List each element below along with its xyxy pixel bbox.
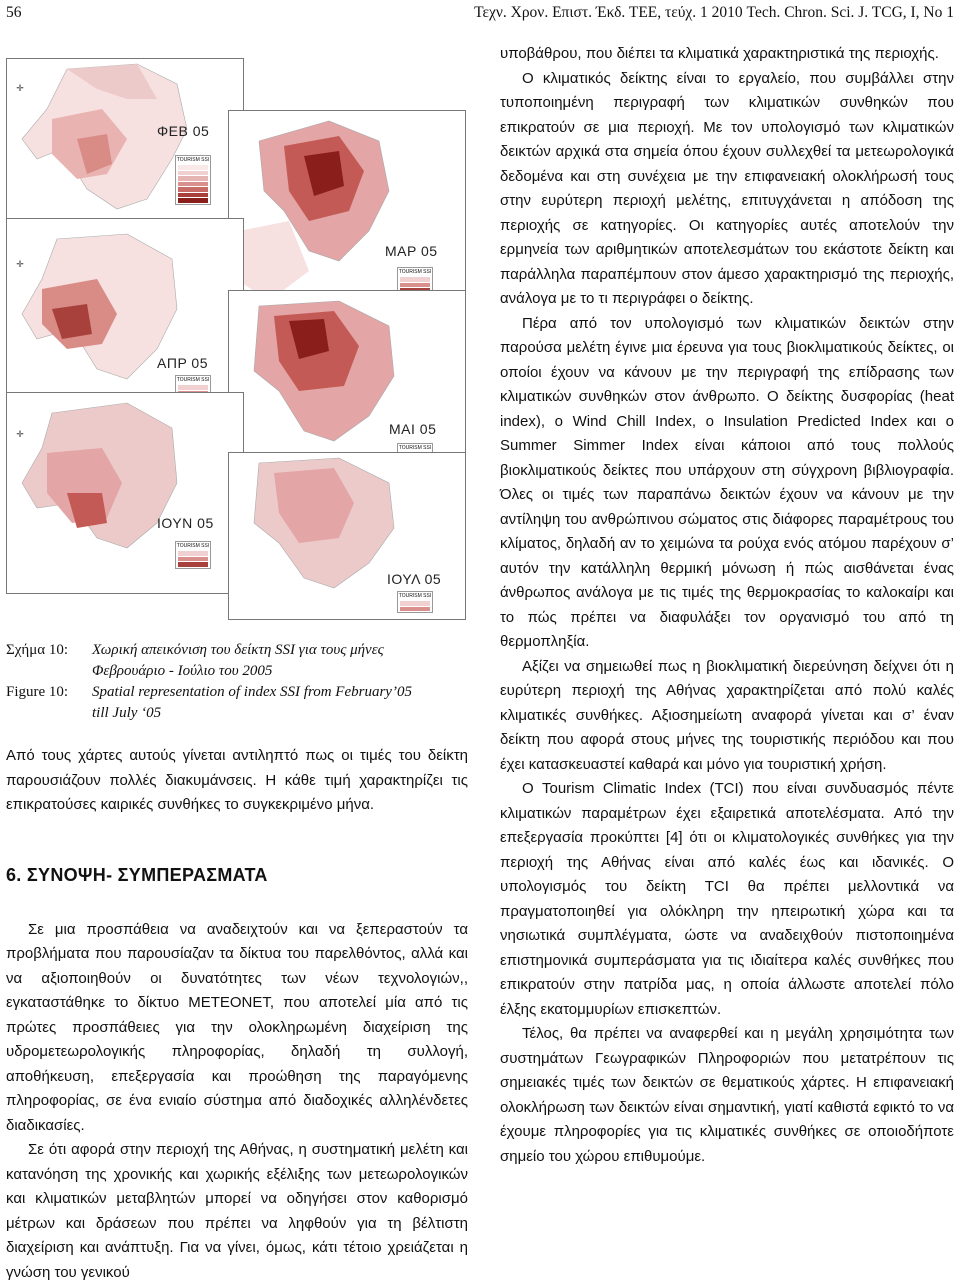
north-arrow-icon: ✛ <box>16 429 24 439</box>
legend-swatch <box>178 187 208 192</box>
caption-label: Figure 10: <box>6 684 69 700</box>
legend-swatch <box>178 182 208 187</box>
north-arrow-icon: ✛ <box>16 259 24 269</box>
paragraph: υποβάθρου, που διέπει τα κλιματικά χαρακτηριστικά της περιοχής. <box>500 45 939 62</box>
paragraph-maps: Από τους χάρτες αυτούς γίνεται αντιληπτό πως οι τιμές του δείκτη παρουσιάζουν πολλές διακυμάνσεις. Η κάθε τιμή χαρακτηρίζει τις επικρατούσες καιρικές συνθήκες το συγκεκριμένο μήνα. <box>6 747 468 813</box>
running-header <box>6 4 954 26</box>
legend <box>397 591 433 613</box>
paragraph: Πέρα από τον υπολογισμό των κλιματικών δεικτών στην παρούσα μελέτη έγινε μια έρευνα για τους βιοκλιματικούς δείκτες, οι οποίοι έχουν να κάνουν με την περιγραφή της επίδρασης των κλιματικών συνθηκών στον άνθρωπο. Ο δείκτης δυσφορίας (heat index), ο Wind Chill Index, ο Insulation Predicted Index και ο Summer Simmer Index είναι κάποιοι από τους πολλούς βιοκλιματικούς δείκτες που υπάρχουν στη σύγχρονη βιβλιογραφία. Όλες οι τιμές των παραπάνω δεικτών έχουν να κάνουν με την αντίληψη του ανθρώπινου σώματος στις διάφορες παραμέτρους του κλίματος, δηλαδή αν το χειμώνα τα ρούχα ενός ατόμου παρέχουν σ’ αυτόν την κατάλληλη θερμική μόνωση ή πώς αισθάνεται ένας άνθρωπος ανάλογα με τις τιμές της θερμοκρασίας το καλοκαίρι και το πώς πρέπει να διαφυλάξει τον οργανισμό του από τη θερμοπληξία. <box>500 314 954 650</box>
legend-swatch <box>178 198 208 203</box>
paragraph: Σε ότι αφορά στην περιοχή της Αθήνας, η συστηματική μελέτη και κατανόηση της χρονικής και χωρικής εξέλιξης των μετεωρολογικών και κλιματικών μεταβλητών μπορεί να οδηγήσει στον καθορισμό μέτρων και δράσεων που πρέπει να ληφθούν για τη βέλτιστη διαχείριση και ανάπτυξη. Για να γίνει, όμως, κάτι τέτοιο χρειάζεται η γνώση του γενικού <box>6 1141 468 1281</box>
map-panel-mar <box>228 110 466 312</box>
caption-line: Φεβρουάριο - Ιούλιο του 2005 <box>92 663 273 679</box>
month-label: ΑΠΡ 05 <box>157 355 208 371</box>
map-panel-jun <box>6 392 244 594</box>
journal-reference: Τεχν. Χρον. Επιστ. Έκδ. ΤΕΕ, τεύχ. 1 2010 Tech. Chron. Sci. J. TCG, I, No 1 <box>474 4 954 21</box>
legend-swatch <box>400 601 430 606</box>
legend-title: TOURISM SSI <box>398 269 432 275</box>
figure-ssi-maps <box>6 58 464 618</box>
right-column <box>500 42 954 1169</box>
figure-caption <box>6 640 468 724</box>
left-column <box>6 42 468 1285</box>
caption-line: Spatial representation of index SSI from February’05 <box>92 684 412 700</box>
legend-swatch <box>178 385 208 390</box>
legend-swatch <box>178 176 208 181</box>
legend-title: TOURISM SSI <box>176 377 210 383</box>
paragraph: Τέλος, θα πρέπει να αναφερθεί και η μεγάλη χρησιμότητα των συστημάτων Γεωγραφικών Πληροφοριών που μετατρέπουν τις σημειακές τιμές των δεικτών σε θεματικούς χάρτες. Η επιφανειακή ολοκλήρωση των δεικτών είναι σημαντική, γιατί καθιστά εφικτό το να έχουμε πληροφορίες για τις κλιματικές συνθήκες σε οποιοδήποτε σημείο του χώρου επιθυμούμε. <box>500 1025 954 1165</box>
legend-swatch <box>178 193 208 198</box>
paragraph: Ο κλιματικός δείκτης είναι το εργαλείο, που συμβάλλει στην τυποποιημένη περιγραφή των κλιματικών συνθηκών που επικρατούν σε μια περιοχή. Με τον υπολογισμό των κλιματικών δεικτών αρχικά στα σημεία όπου έχουν συλλεχθεί τα μετεωρολογικά δεδομένα και στη συνέχεια με την επιφανειακή ολοκλήρωσή τους στην ευρύτερη περιοχή μελέτης, επιτυγχάνεται η απόδοση της περιοχής σε κατηγορίες. Οι κατηγορίες αυτές αποτελούν την ερμηνεία των αριθμητικών αποτελεσμάτων του εκάστοτε δείκτη και παράλληλα παραπέμπουν στον άμεσο χαρακτηρισμό της περιοχής, ανάλογα με το τι περιγράφει ο δείκτης. <box>500 69 954 307</box>
paragraph: Ο Tourism Climatic Index (TCI) που είναι συνδυασμός πέντε κλιματικών παραμέτρων έχει εξαιρετικά αποτελέσματα. Από την επεξεργασία προκύπτει [4] ότι οι κλιματολογικές συνθήκες για την περιοχή της Αθήνας είναι από καλές έως και ιδανικές. Ο υπολογισμός του δείκτη TCI θα πρέπει μελλοντικά να πραγματοποιηθεί για ολόκληρη την ηπειρωτική χώρα και τα νησιωτικά συμπλέγματα, ώστε να αναδειχθούν πιστοποιημένα επιστημονικά συμπεράσματα για τις ιδιαίτερα καλές συνθήκες που επικρατούν στην πατρίδα μας, η οποία άλλωστε αποτελεί πόλο έλξης εκατομμυρίων επισκεπτών. <box>500 780 954 1018</box>
legend <box>175 541 211 569</box>
legend-swatch <box>400 283 430 288</box>
caption-greek <box>6 640 468 682</box>
paragraph: Αξίζει να σημειωθεί πως η βιοκλιματική διερεύνηση δείχνει ότι η ευρύτερη περιοχή της Αθήνας χαρακτηρίζεται από πολύ καλές κλιματικές συνθήκες. Αξιοσημείωτη αναφορά γίνεται και σ’ έναν δείκτη που αφορά στους μήνες της τουριστικής περιόδου και που έχει κατασκευαστεί καθαρά και μόνο για τουριστική χρήση. <box>500 657 954 773</box>
month-label: ΙΟΥΛ 05 <box>387 571 442 587</box>
month-label: ΙΟΥΝ 05 <box>157 515 214 531</box>
legend-swatch <box>400 277 430 282</box>
legend-swatch <box>178 562 208 567</box>
caption-line: till July ‘05 <box>92 705 162 721</box>
month-label: ΦΕΒ 05 <box>157 123 210 139</box>
paragraph: Σε μια προσπάθεια να αναδειχτούν και να ξεπεραστούν τα προβλήματα που παρουσίαζαν τα δίκτυα του παρελθόντος, αλλά και να αξιοποιηθούν οι δυνατότητες των νέων τεχνολογιών,, εγκαταστάθηκε το δίκτυο METEONET, που αποτελεί μία από τις πρώτες προσπάθειες για την ολοκληρωμένη διαχείριση της υδρομετεωρολογικής πληροφορίας, δηλαδή τη συλλογή, αποθήκευση, επεξεργασία και προώθηση της παραγόμενης πληροφορίας, σε ένα ενιαίο σύστημα από διαδοχικές αλληλένδετες διαδικασίες. <box>6 920 468 1134</box>
month-label: ΜΑΡ 05 <box>385 243 438 259</box>
legend-swatch <box>178 165 208 170</box>
legend-title: TOURISM SSI <box>176 543 210 549</box>
page-number: 56 <box>6 4 22 21</box>
map-panel-jul <box>228 452 466 620</box>
month-label: ΜΑΙ 05 <box>389 421 437 437</box>
legend-swatch <box>178 557 208 562</box>
caption-text <box>92 640 384 682</box>
legend-title: TOURISM SSI <box>176 157 210 163</box>
legend-title: TOURISM SSI <box>398 445 432 451</box>
map-panel-apr <box>6 218 244 420</box>
legend-swatch <box>400 607 430 612</box>
legend-title: TOURISM SSI <box>398 593 432 599</box>
legend-swatch <box>178 171 208 176</box>
legend-swatch <box>178 551 208 556</box>
caption-text <box>92 682 412 724</box>
legend <box>175 155 211 205</box>
caption-line: Χωρική απεικόνιση του δείκτη SSI για τους μήνες <box>92 642 384 658</box>
caption-label: Σχήμα 10: <box>6 642 69 658</box>
caption-english <box>6 682 468 724</box>
north-arrow-icon: ✛ <box>16 83 24 93</box>
section-heading: 6. ΣΥΝΟΨΗ- ΣΥΜΠΕΡΑΣΜΑΤΑ <box>6 864 268 885</box>
